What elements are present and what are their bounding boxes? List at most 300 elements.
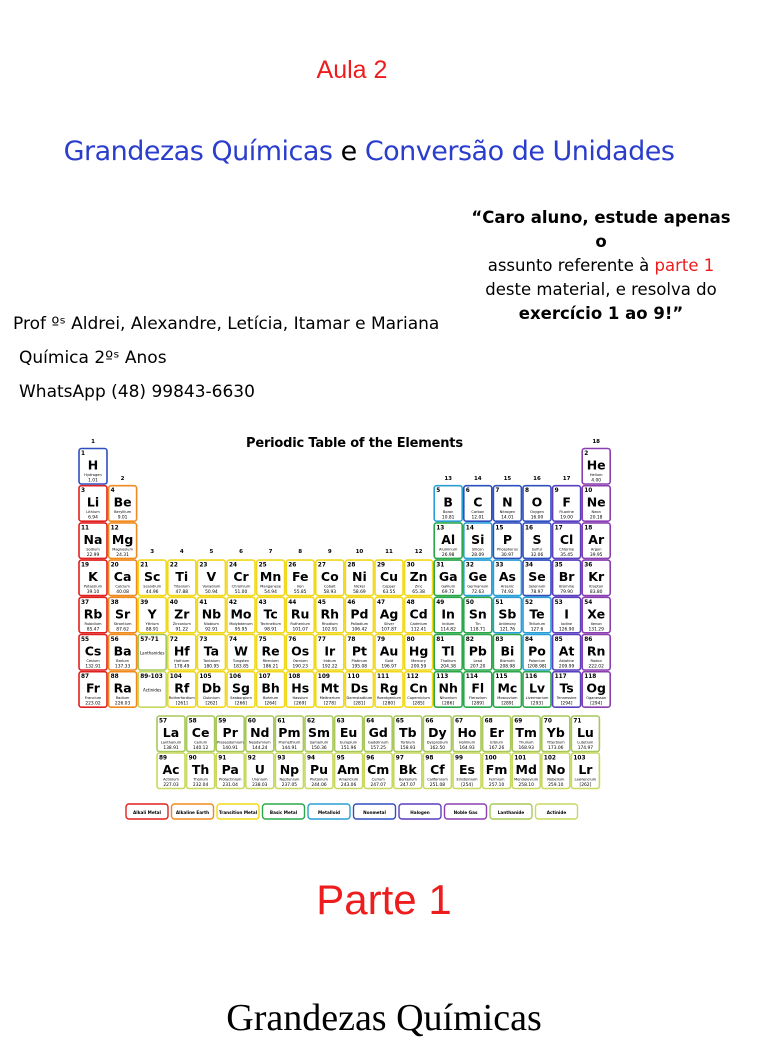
element-symbol: Ts xyxy=(559,680,574,696)
element-symbol: Bk xyxy=(398,762,417,777)
element-name: Tellurium xyxy=(528,621,546,626)
element-lv xyxy=(523,672,551,708)
element-ds xyxy=(345,672,373,708)
element-symbol: Re xyxy=(261,643,280,659)
element-symbol: Ru xyxy=(290,606,310,622)
atomic-number: 61 xyxy=(277,718,286,725)
atomic-mass: 118.71 xyxy=(470,627,486,633)
element-name: Arsenic xyxy=(500,584,515,589)
element-symbol: Rh xyxy=(320,606,340,622)
group-number: 15 xyxy=(503,476,512,482)
lanthanide-er xyxy=(483,716,511,752)
element-name: Iron xyxy=(296,584,304,589)
element-symbol: Fm xyxy=(485,762,508,777)
element-mn xyxy=(257,560,285,596)
element-cl xyxy=(553,523,581,559)
atomic-mass: 183.85 xyxy=(233,664,249,670)
element-symbol: Lu xyxy=(576,725,594,740)
atomic-mass: 259.10 xyxy=(548,783,564,788)
group-number: 1 xyxy=(91,439,95,445)
element-symbol: Hs xyxy=(291,680,310,696)
element-name: Barium xyxy=(116,659,130,663)
element-name: Gold xyxy=(384,659,394,663)
atomic-number: 95 xyxy=(336,755,345,762)
element-name: Bohrium xyxy=(262,696,279,701)
atomic-mass: 140.91 xyxy=(222,746,238,751)
atomic-number: 4 xyxy=(110,488,115,495)
lanthanide-pm xyxy=(275,716,303,752)
element-symbol: Pt xyxy=(351,643,367,659)
element-name: Selenium xyxy=(528,584,546,589)
atomic-number: 75 xyxy=(258,637,267,643)
element-symbol: Pm xyxy=(278,725,301,740)
atomic-mass: 164.93 xyxy=(459,746,475,751)
atomic-number: 59 xyxy=(218,718,227,725)
atomic-mass: 39.10 xyxy=(86,590,100,596)
element-at xyxy=(553,635,581,671)
atomic-number: 22 xyxy=(169,562,178,569)
element-symbol: S xyxy=(532,531,542,547)
element-symbol: Ce xyxy=(191,725,210,740)
element-symbol: Sr xyxy=(115,606,131,622)
element-name: Silver xyxy=(383,621,395,626)
atomic-mass: 180.95 xyxy=(203,664,220,670)
element-name: Zinc xyxy=(414,584,423,589)
element-sr xyxy=(109,597,137,633)
atomic-mass: [289] xyxy=(501,701,514,707)
element-symbol: Br xyxy=(558,569,575,585)
element-pt xyxy=(345,635,373,671)
atomic-mass: [269] xyxy=(294,701,307,707)
atomic-number: 112 xyxy=(406,674,419,681)
atomic-mass: 87.62 xyxy=(116,627,129,633)
element-he xyxy=(582,449,610,485)
atomic-mass: 207.20 xyxy=(470,664,486,670)
element-al xyxy=(434,523,462,559)
element-symbol: Cd xyxy=(409,606,428,622)
element-name: Meitnerium xyxy=(319,696,341,701)
element-i xyxy=(553,597,581,633)
atomic-number: 2 xyxy=(584,451,589,457)
element-name: Gadolinium xyxy=(367,740,389,745)
atomic-number: 60 xyxy=(247,718,256,725)
element-hf xyxy=(168,635,196,671)
element-symbol: Ho xyxy=(457,725,477,740)
element-hg xyxy=(405,635,433,671)
atomic-mass: 91.22 xyxy=(175,627,189,633)
element-mg xyxy=(109,523,137,559)
element-name: Curium xyxy=(371,777,385,782)
element-symbol: Kr xyxy=(588,569,605,585)
element-symbol: Nb xyxy=(201,606,222,622)
element-name: Titanium xyxy=(173,584,190,589)
element-symbol: Zn xyxy=(409,569,428,585)
element-name: Gallium xyxy=(441,584,456,589)
atomic-mass: 85.47 xyxy=(86,627,100,633)
element-cr xyxy=(227,560,255,596)
atomic-number: 21 xyxy=(140,562,149,569)
atomic-mass: 223.02 xyxy=(85,701,101,707)
element-si xyxy=(464,523,492,559)
title-part-2: Conversão de Unidades xyxy=(364,136,675,167)
element-symbol: Yb xyxy=(546,725,565,740)
element-symbol: Nh xyxy=(438,680,458,696)
element-symbol: Si xyxy=(471,531,485,547)
element-zr xyxy=(168,597,196,633)
atomic-number: 96 xyxy=(366,755,375,762)
element-symbol: Fe xyxy=(291,569,309,585)
atomic-mass: [293] xyxy=(531,701,543,707)
atomic-number: 77 xyxy=(317,637,326,643)
atomic-number: 68 xyxy=(484,718,493,725)
element-cn xyxy=(405,672,433,708)
atomic-mass: [262] xyxy=(205,701,218,707)
atomic-mass: 257.10 xyxy=(488,783,505,788)
group-number: 6 xyxy=(239,549,243,555)
element-te xyxy=(523,597,551,633)
element-name: Nobelium xyxy=(547,777,565,782)
atomic-mass: 74.92 xyxy=(501,590,514,596)
element-name: Neodymium xyxy=(248,740,271,745)
element-rf xyxy=(168,672,196,708)
element-symbol: Os xyxy=(291,643,310,659)
atomic-mass: 58.69 xyxy=(353,590,366,596)
group-number: 7 xyxy=(268,549,273,555)
element-name: Fermium xyxy=(488,777,505,782)
element-name: Aluminum xyxy=(439,547,458,552)
atomic-mass: 72.63 xyxy=(471,590,485,596)
atomic-mass: 238.03 xyxy=(252,783,268,788)
atomic-mass: [294] xyxy=(590,701,603,707)
atomic-number: 5 xyxy=(436,488,441,495)
element-name: Moscovium xyxy=(497,696,518,701)
element-symbol: Ba xyxy=(113,643,132,659)
atomic-number: 57 xyxy=(159,718,168,725)
atomic-number: 100 xyxy=(484,755,497,762)
element-rb xyxy=(79,597,107,633)
lanthanide-eu xyxy=(335,716,363,752)
atomic-number: 48 xyxy=(406,599,415,606)
element-actinides xyxy=(138,672,166,708)
lesson-label: Aula 2 xyxy=(316,56,388,84)
atomic-mass: 32.06 xyxy=(530,552,544,558)
atomic-number: 37 xyxy=(81,599,90,606)
actinide-np xyxy=(275,753,303,789)
atomic-number: 53 xyxy=(554,599,563,606)
atomic-mass: [289] xyxy=(471,701,484,707)
atomic-number: 94 xyxy=(307,755,316,762)
atomic-mass: [266] xyxy=(235,701,247,707)
element-ru xyxy=(286,597,314,633)
atomic-mass: 24.31 xyxy=(116,552,129,558)
atomic-number: 20 xyxy=(110,562,119,569)
element-symbol: Be xyxy=(113,494,132,510)
element-mc xyxy=(493,672,521,708)
atomic-number: 110 xyxy=(347,674,360,681)
element-name: Oganesson xyxy=(586,696,607,701)
atomic-number: 34 xyxy=(525,562,534,569)
atomic-number: 83 xyxy=(495,637,504,643)
element-ra xyxy=(109,672,137,708)
element-b xyxy=(434,486,462,522)
element-name: Cerium xyxy=(194,740,208,745)
group-number: 4 xyxy=(179,549,184,555)
atomic-number: 51 xyxy=(495,599,504,606)
actinide-pu xyxy=(305,753,333,789)
quote-highlight: parte 1 xyxy=(654,256,715,275)
element-s xyxy=(523,523,551,559)
element-name: Thallium xyxy=(440,659,456,663)
element-symbol: Mn xyxy=(259,569,282,585)
element-name: Krypton xyxy=(589,584,604,589)
atomic-mass: 247.07 xyxy=(400,783,416,788)
element-symbol: Hf xyxy=(173,643,190,659)
lanthanide-pr xyxy=(216,716,244,752)
element-name: Rhenium xyxy=(262,659,279,663)
element-symbol: F xyxy=(562,494,571,510)
atomic-number: 70 xyxy=(543,718,552,725)
actinide-lr xyxy=(571,753,599,789)
atomic-mass: [280] xyxy=(383,701,395,707)
element-name: Potassium xyxy=(83,584,103,589)
element-zn xyxy=(405,560,433,596)
atomic-number: 106 xyxy=(229,674,242,681)
atomic-mass: 58.93 xyxy=(323,590,337,596)
atomic-number: 97 xyxy=(395,755,404,762)
element-symbol: Lr xyxy=(578,762,593,777)
element-symbol: Te xyxy=(529,606,545,622)
atomic-mass: [262] xyxy=(579,783,592,788)
element-au xyxy=(375,635,403,671)
atomic-mass: 132.91 xyxy=(85,664,101,670)
periodic-table-title: Periodic Table of the Elements xyxy=(246,436,463,451)
atomic-number: 6 xyxy=(465,488,470,495)
atomic-mass: 88.91 xyxy=(145,627,159,633)
section-heading: Grandezas Químicas xyxy=(226,997,542,1039)
part-heading: Parte 1 xyxy=(316,876,452,923)
atomic-number: 29 xyxy=(377,562,386,569)
element-name: Promethium xyxy=(278,740,301,745)
element-nh xyxy=(434,672,462,708)
lanthanide-tm xyxy=(512,716,540,752)
course-line: Química 2ºˢ Anos xyxy=(19,348,167,368)
atomic-number: 66 xyxy=(425,718,434,725)
atomic-number: 14 xyxy=(465,525,474,532)
atomic-number: 64 xyxy=(366,718,375,725)
atomic-mass: 144.24 xyxy=(252,746,268,751)
element-ar xyxy=(582,523,610,559)
atomic-number: 32 xyxy=(465,562,474,569)
atomic-number: 43 xyxy=(258,599,267,606)
atomic-number: 103 xyxy=(573,755,586,762)
element-symbol: Ra xyxy=(113,680,132,696)
element-p xyxy=(493,523,521,559)
element-symbol: Rg xyxy=(379,680,399,696)
actinide-u xyxy=(246,753,274,789)
legend-label: Nonmetal xyxy=(363,809,386,815)
atomic-mass: 121.76 xyxy=(499,627,516,633)
atomic-mass: 126.90 xyxy=(558,627,575,633)
atomic-mass: 102.91 xyxy=(322,627,338,633)
element-fl xyxy=(464,672,492,708)
atomic-number: 39 xyxy=(140,599,149,606)
atomic-number: 19 xyxy=(81,562,90,569)
atomic-number: 114 xyxy=(465,674,478,681)
element-symbol: Db xyxy=(201,680,222,696)
atomic-number: 1 xyxy=(81,451,86,457)
element-name: Darmstadtium xyxy=(346,696,373,701)
element-symbol: Au xyxy=(379,643,399,659)
atomic-number: 98 xyxy=(425,755,434,762)
element-symbol: Og xyxy=(586,680,606,696)
element-name: Palladium xyxy=(350,621,369,626)
element-cd xyxy=(405,597,433,633)
atomic-mass: 190.23 xyxy=(292,664,308,670)
element-name: Holmium xyxy=(458,740,476,745)
atomic-number: 92 xyxy=(247,755,256,762)
element-name: Nihonium xyxy=(439,696,457,701)
element-name: Nitrogen xyxy=(499,510,516,515)
element-name: Flerovium xyxy=(468,696,487,701)
element-symbol: B xyxy=(443,494,453,510)
atomic-mass: 168.93 xyxy=(518,746,534,751)
atomic-mass: 227.03 xyxy=(163,783,179,788)
element-ga xyxy=(434,560,462,596)
element-symbol: Ag xyxy=(379,606,399,622)
element-symbol: Tm xyxy=(515,725,537,740)
atomic-mass: 151.96 xyxy=(340,746,357,751)
element-name: Sodium xyxy=(86,547,100,552)
atomic-number: 87 xyxy=(81,674,90,681)
element-name: Ytterbium xyxy=(546,740,565,745)
element-name: Yttrium xyxy=(145,621,159,626)
element-symbol: Th xyxy=(191,762,210,777)
atomic-number: 11 xyxy=(81,525,90,532)
element-symbol: W xyxy=(234,643,248,659)
element-name: Helium xyxy=(589,473,603,477)
atomic-mass: 209.99 xyxy=(558,664,575,670)
atomic-mass: 78.97 xyxy=(530,590,544,596)
atomic-mass: 138.91 xyxy=(163,746,179,751)
element-name: Beryllium xyxy=(114,510,132,515)
atomic-number: 109 xyxy=(317,674,330,681)
element-symbol: Ac xyxy=(162,762,180,777)
element-symbol: Pb xyxy=(468,643,487,659)
element-ba xyxy=(109,635,137,671)
element-name: Francium xyxy=(84,696,102,701)
element-symbol: Tb xyxy=(399,725,417,740)
element-symbol: Np xyxy=(279,762,300,777)
element-os xyxy=(286,635,314,671)
element-name: Argon xyxy=(590,547,602,552)
atomic-mass: 92.91 xyxy=(205,627,218,633)
element-symbol: Mg xyxy=(111,531,134,547)
element-name: Berkelium xyxy=(398,777,417,782)
element-hs xyxy=(286,672,314,708)
atomic-number: 76 xyxy=(288,637,297,643)
element-symbol: Bh xyxy=(261,680,280,696)
element-symbol: Hg xyxy=(408,643,429,659)
group-number: 18 xyxy=(592,439,601,445)
element-name: Cobalt xyxy=(323,584,336,589)
element-name: Vanadium xyxy=(202,584,221,589)
atomic-mass: 95.95 xyxy=(234,627,248,633)
element-name: Copper xyxy=(382,584,396,589)
element-name: Germanium xyxy=(467,584,489,589)
atomic-mass: 47.88 xyxy=(175,590,189,596)
element-name: Neon xyxy=(591,510,601,515)
atomic-mass: 63.55 xyxy=(382,590,396,596)
element-name: Technetium xyxy=(260,621,281,626)
actinide-cm xyxy=(364,753,392,789)
atomic-number: 67 xyxy=(455,718,464,725)
atomic-number: 9 xyxy=(554,488,559,495)
atomic-number: 116 xyxy=(525,674,538,681)
atomic-number: 40 xyxy=(169,599,178,606)
element-name: Lead xyxy=(473,659,483,663)
atomic-number: 118 xyxy=(584,674,597,681)
atomic-mass: 65.38 xyxy=(412,590,425,596)
element-sg xyxy=(227,672,255,708)
element-sn xyxy=(464,597,492,633)
atomic-number: 69 xyxy=(514,718,523,725)
actinide-th xyxy=(187,753,215,789)
atomic-mass: 69.72 xyxy=(441,590,455,596)
element-mo xyxy=(227,597,255,633)
element-symbol: As xyxy=(498,569,516,585)
atomic-number: 89-103 xyxy=(140,674,163,681)
element-name: Polonium xyxy=(528,659,546,663)
element-symbol: Eu xyxy=(339,725,358,740)
element-n xyxy=(493,486,521,522)
contact-line: WhatsApp (48) 99843-6630 xyxy=(19,382,255,402)
element-symbol: O xyxy=(531,494,543,510)
element-symbol: In xyxy=(441,606,455,622)
legend-label: Metalloid xyxy=(317,809,341,815)
element-symbol: Ti xyxy=(175,569,189,585)
atomic-mass: 9.01 xyxy=(117,515,128,521)
atomic-number: 84 xyxy=(525,637,534,643)
element-symbol: Mc xyxy=(497,680,518,696)
element-symbol: Ge xyxy=(468,569,488,585)
element-ag xyxy=(375,597,403,633)
element-symbol: I xyxy=(564,606,569,622)
element-symbol: K xyxy=(88,569,98,585)
element-symbol: Na xyxy=(83,531,103,547)
element-pd xyxy=(345,597,373,633)
lanthanide-ce xyxy=(187,716,215,752)
element-symbol: Cr xyxy=(233,569,249,585)
element-symbol: Cs xyxy=(84,643,102,659)
lanthanide-nd xyxy=(246,716,274,752)
atomic-number: 3 xyxy=(81,488,86,495)
atomic-number: 7 xyxy=(495,488,500,495)
element-name: Erbium xyxy=(490,740,504,745)
group-number: 8 xyxy=(298,549,303,555)
atomic-mass: 222.02 xyxy=(588,664,604,670)
element-nb xyxy=(197,597,225,633)
group-number: 13 xyxy=(444,476,453,482)
atomic-number: 99 xyxy=(455,755,464,762)
atomic-mass: 158.93 xyxy=(400,746,416,751)
atomic-mass: 20.18 xyxy=(589,515,603,521)
element-symbol: Ga xyxy=(438,569,458,585)
group-number: 11 xyxy=(385,549,393,555)
atomic-mass: 244.06 xyxy=(311,783,327,788)
element-symbol: Es xyxy=(459,762,475,777)
atomic-number: 56 xyxy=(110,637,119,643)
atomic-number: 42 xyxy=(229,599,238,606)
